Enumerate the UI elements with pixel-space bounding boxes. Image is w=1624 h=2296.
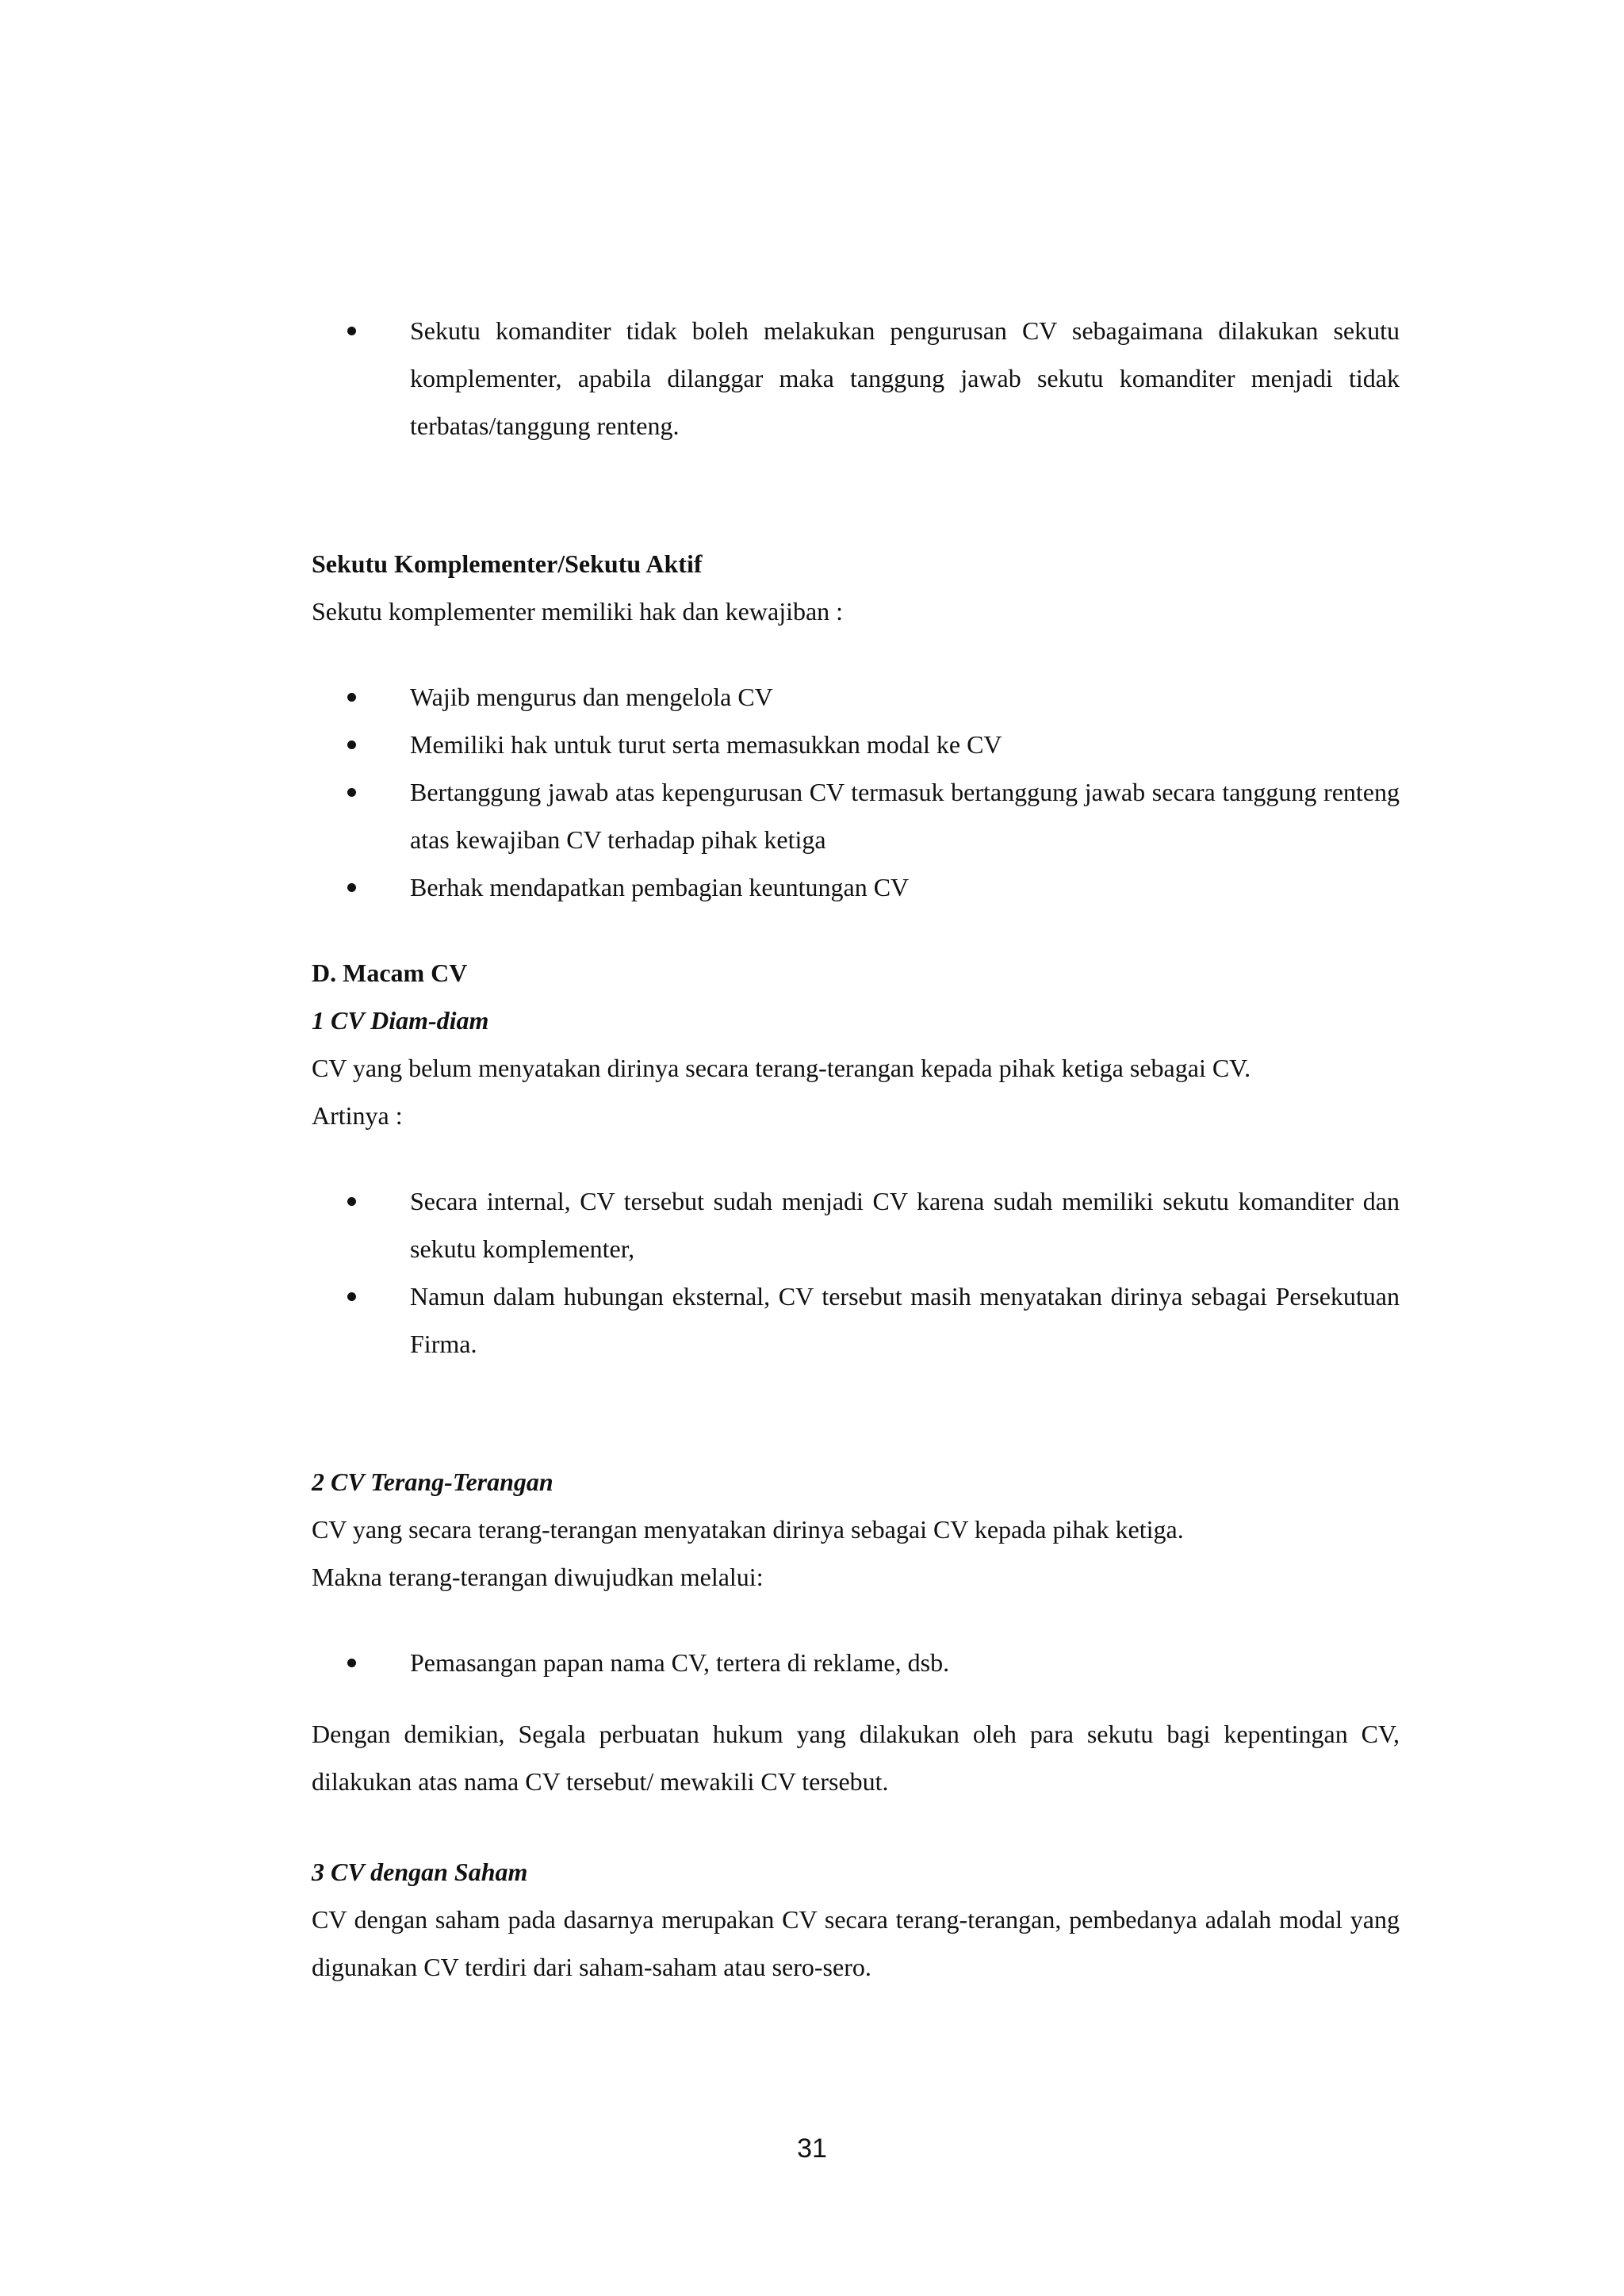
list-item: Sekutu komanditer tidak boleh melakukan pengurusan CV sebagaimana dilakukan sekutu komplementer, apabila dilanggar maka tanggung jawab sekutu komanditer menjadi tidak terbatas/tanggung renteng. <box>312 307 1400 450</box>
conclusion-paragraph: Dengan demikian, Segala perbuatan hukum yang dilakukan oleh para sekutu bagi kepentingan CV, dilakukan atas nama CV tersebut/ mewakili CV tersebut. <box>312 1720 1400 1796</box>
diam-diam-bullet-list <box>312 1177 1400 1368</box>
komplementer-intro: Sekutu komplementer memiliki hak dan kewajiban : <box>312 597 844 626</box>
list-item: Berhak mendapatkan pembagian keuntungan CV <box>312 863 1400 911</box>
list-item: Bertanggung jawab atas kepengurusan CV termasuk bertanggung jawab secara tanggung renteng atas kewajiban CV terhadap pihak ketiga <box>312 768 1400 863</box>
komplementer-bullet-list <box>312 673 1400 911</box>
page-content <box>312 307 1400 1991</box>
list-item: Secara internal, CV tersebut sudah menjadi CV karena sudah memiliki sekutu komanditer dan sekutu komplementer, <box>312 1177 1400 1272</box>
artinya-label: Artinya : <box>312 1101 403 1130</box>
subheading-cv-terang-terangan: 2 CV Terang-Terangan <box>312 1468 553 1496</box>
section-heading-komplementer: Sekutu Komplementer/Sekutu Aktif <box>312 549 703 578</box>
section-heading-macam-cv: D. Macam CV <box>312 959 468 987</box>
subheading-cv-diam-diam: 1 CV Diam-diam <box>312 1006 489 1035</box>
cv-diam-diam-text: CV yang belum menyatakan dirinya secara terang-terangan kepada pihak ketiga sebagai CV. <box>312 1054 1251 1082</box>
list-item: Wajib mengurus dan mengelola CV <box>312 673 1400 721</box>
top-bullet-list <box>312 307 1400 450</box>
subheading-cv-dengan-saham: 3 CV dengan Saham <box>312 1858 528 1886</box>
page-number: 31 <box>797 2133 827 2164</box>
cv-terang-terangan-text: CV yang secara terang-terangan menyatakan dirinya sebagai CV kepada pihak ketiga. <box>312 1515 1184 1544</box>
cv-dengan-saham-text: CV dengan saham pada dasarnya merupakan CV secara terang-terangan, pembedanya adalah modal yang digunakan CV terdiri dari saham-saham atau sero-sero. <box>312 1905 1400 1981</box>
list-item: Pemasangan papan nama CV, tertera di reklame, dsb. <box>312 1639 1400 1686</box>
list-item: Memiliki hak untuk turut serta memasukkan modal ke CV <box>312 721 1400 768</box>
makna-text: Makna terang-terangan diwujudkan melalui: <box>312 1563 764 1591</box>
terang-bullet-list <box>312 1639 1400 1686</box>
list-item: Namun dalam hubungan eksternal, CV tersebut masih menyatakan dirinya sebagai Persekutuan Firma. <box>312 1272 1400 1368</box>
